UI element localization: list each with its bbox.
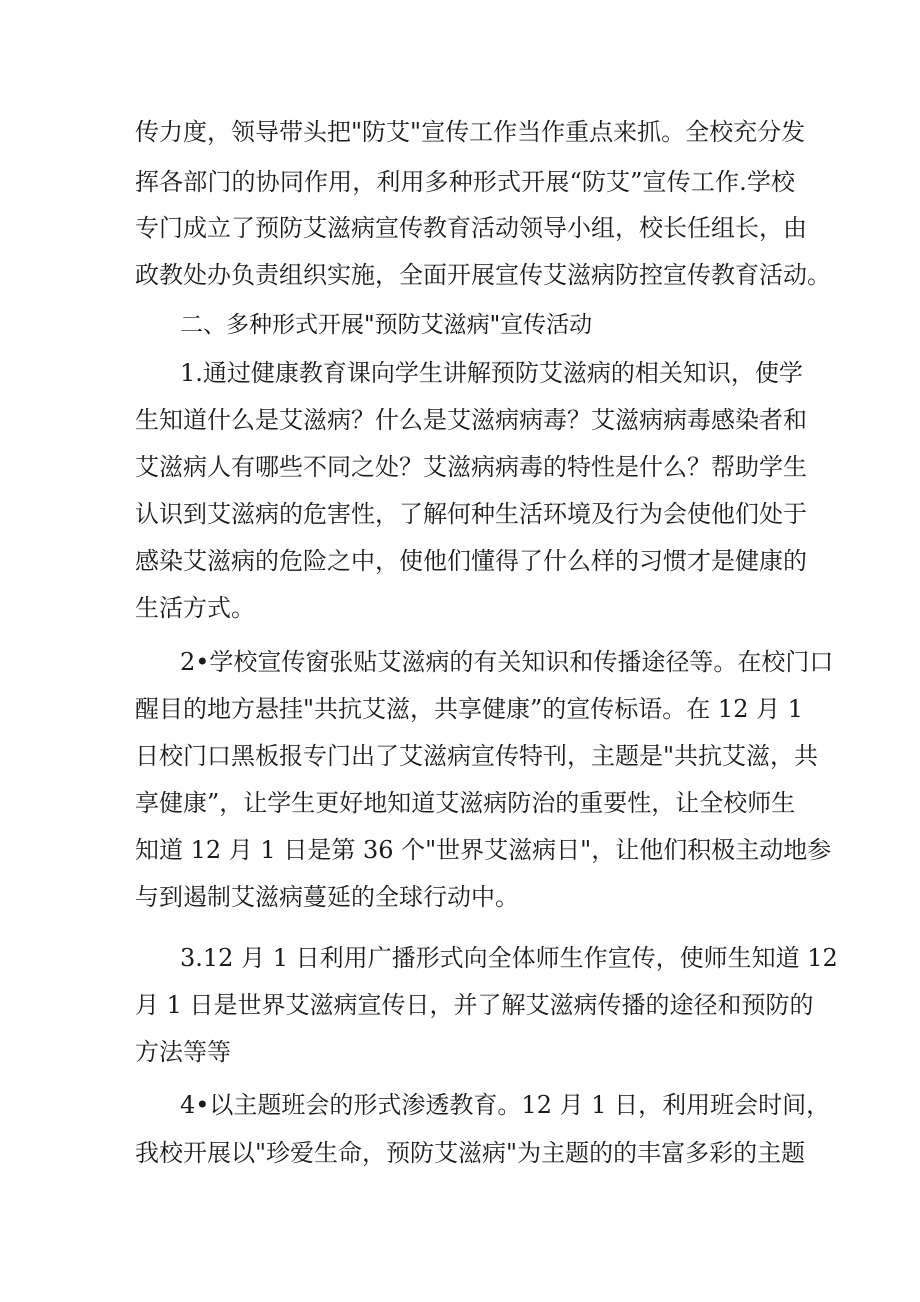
item-1-line-5: 感染艾滋病的危险之中，使他们懂得了什么样的习惯才是健康的 (135, 547, 807, 575)
item-3-line-2: 月 1 日是世界艾滋病宣传日，并了解艾滋病传播的途径和预防的 (135, 991, 814, 1019)
item-2-line-3: 日校门口黑板报专门出了艾滋病宣传特刊，主题是"共抗艾滋，共 (135, 742, 819, 770)
item-3-line-1: 3.12 月 1 日利用广播形式向全体师生作宣传，使师生知道 12 (180, 944, 838, 972)
paragraph-1-line-4: 政教处办负责组织实施，全面开展宣传艾滋病防控宣传教育活动。 (135, 261, 831, 289)
item-2-line-1: 2•学校宣传窗张贴艾滋病的有关知识和传播途径等。在校门口 (180, 648, 834, 676)
item-2-line-2: 醒目的地方悬挂"共抗艾滋，共享健康”的宣传标语。在 12 月 1 (135, 695, 804, 723)
item-1-line-1: 1.通过健康教育课向学生讲解预防艾滋病的相关知识，使学 (180, 359, 803, 387)
paragraph-1-line-3: 专门成立了预防艾滋病宣传教育活动领导小组，校长任组长，由 (135, 214, 807, 242)
paragraph-1-line-1: 传力度，领导带头把"防艾"宣传工作当作重点来抓。全校充分发 (135, 118, 806, 146)
item-1-line-2: 生知道什么是艾滋病？什么是艾滋病病毒？艾滋病病毒感染者和 (135, 406, 807, 434)
item-4-line-2: 我校开展以"珍爱生命，预防艾滋病"为主题的的丰富多彩的主题 (135, 1139, 806, 1167)
paragraph-1-line-2: 挥各部门的协同作用，利用多种形式开展“防艾”宣传工作.学校 (135, 168, 795, 196)
item-1-line-4: 认识到艾滋病的危害性，了解何种生活环境及行为会使他们处于 (135, 500, 807, 528)
section-heading: 二、多种形式开展"预防艾滋病"宣传活动 (180, 312, 593, 338)
item-2-line-6: 与到遏制艾滋病蔓延的全球行动中。 (135, 883, 519, 911)
item-4-line-1: 4•以主题班会的形式渗透教育。12 月 1 日，利用班会时间， (180, 1091, 831, 1119)
item-2-line-4: 享健康”，让学生更好地知道艾滋病防治的重要性，让全校师生 (135, 789, 796, 817)
item-3-line-3: 方法等等 (135, 1038, 231, 1066)
item-1-line-6: 生活方式。 (135, 594, 255, 622)
item-1-line-3: 艾滋病人有哪些不同之处？艾滋病病毒的特性是什么？帮助学生 (135, 453, 807, 481)
item-2-line-5: 知道 12 月 1 日是第 36 个"世界艾滋病日"，让他们积极主动地参 (135, 836, 832, 864)
